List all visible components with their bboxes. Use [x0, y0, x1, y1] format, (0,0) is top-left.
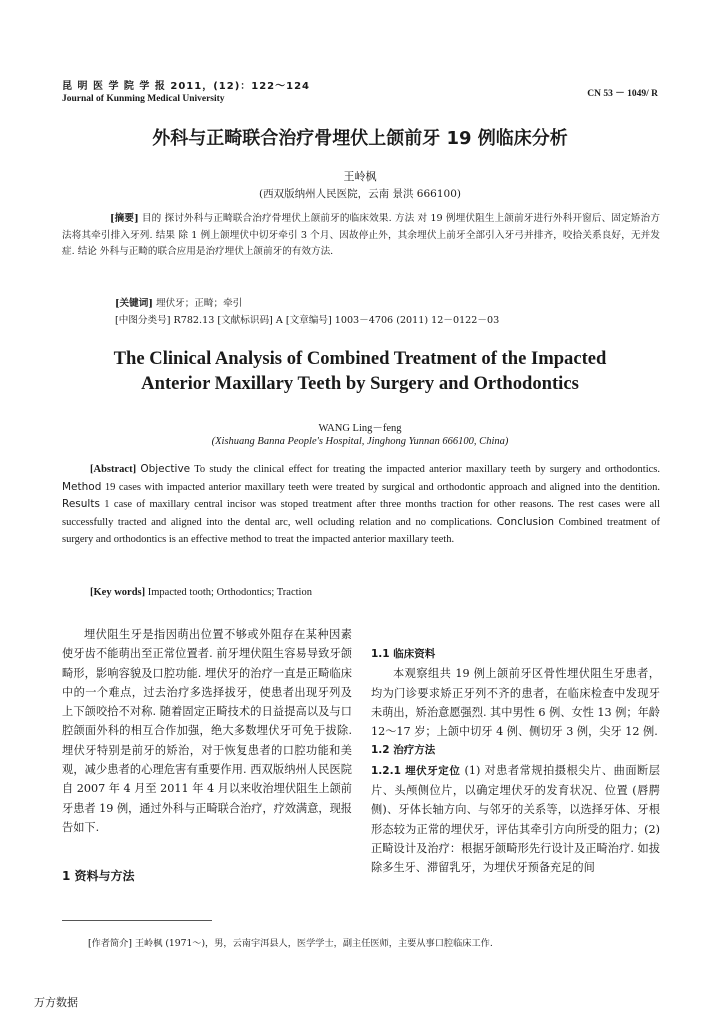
abstract-cn-label: [摘要] — [110, 213, 139, 224]
article-title-en-line1: The Clinical Analysis of Combined Treatment of the Impacted — [113, 348, 607, 369]
method-text: 19 cases with impacted anterior maxillary teeth were treated by surgical and orthodontic approach and aligned into the dentition. — [104, 481, 660, 493]
wanfang-watermark: 万方数据 — [34, 996, 78, 1009]
section-heading-materials-methods: 1 资料与方法 — [62, 869, 135, 883]
results-text: 1 case of maxillary central incisor was stoped treatment after three months traction for other reasons. The rest cases were all successfully tracted and aligned into the dental arc, well ocluding relation and no complications. — [62, 499, 661, 528]
keywords-en-label: [Key words] — [90, 587, 146, 598]
article-title-en — [0, 346, 720, 396]
paragraph-1-2-1 — [371, 761, 660, 878]
article-title-cn: 外科与正畸联合治疗骨埋伏上颌前牙 19 例临床分析 — [152, 128, 568, 149]
heading-1-2: 1.2 治疗方法 — [371, 744, 436, 757]
keywords-cn-text: 埋伏牙；正畸；牵引 — [155, 298, 243, 309]
journal-name-en: Journal of Kunming Medical University — [62, 94, 225, 104]
classification-cn: [中图分类号] R782.13 [文献标识码] A [文章编号] 1003－4706 (2011) 12－0122－03 — [115, 315, 500, 326]
right-column — [371, 645, 660, 878]
objective-label: Objective — [140, 463, 191, 475]
article-title-en-line2: Anterior Maxillary Teeth by Surgery and Orthodontics — [141, 373, 579, 394]
affiliation-en: (Xishuang Banna People's Hospital, Jinghong Yunnan 666100, China) — [211, 436, 509, 447]
journal-name-cn: 昆 明 医 学 院 学 报 2011，(12)：122～124 — [62, 81, 311, 92]
results-label: Results — [62, 498, 100, 511]
keywords-en-text: Impacted tooth; Orthodontics; Traction — [147, 587, 312, 598]
intro-paragraph: 埋伏阻生牙是指因萌出位置不够或外阻存在某种因素使牙齿不能萌出至正常位置者. 前牙埋伏阻生容易导致牙颌畸形，影响容貌及口腔功能. 埋伏牙的治疗一直是正畸临床中的一个难点，过去治疗多选择拔牙，使患者出现牙列及上下颌咬拾不对称. 随着固定正畸技术的日益提高以及与口腔颌面外科的相互合作加强，绝大多数埋伏牙可免于拔除. 埋伏牙特别是前牙的矫治，对于恢复患者的口腔功能和美观，减少患者的心理危害有重要作用. 西双版纳州人民医院自 2007 年 4 月至 2011 年 4 月以来收治埋伏阻生上颌前牙患者 19 例，通过外科与正畸联合治疗，疗效满意，现报告如下. — [62, 628, 352, 834]
abstract-cn — [62, 211, 660, 261]
keywords-cn-label: [关键词] — [115, 298, 153, 309]
heading-1-2-1: 1.2.1 埋伏牙定位 — [371, 764, 461, 777]
footnote-divider — [62, 920, 212, 921]
author-footnote: [作者简介] 王岭枫 (1971～)，男，云南宇洱县人，医学学士，副主任医师，主要从事口腔临床工作. — [88, 938, 493, 949]
keywords-en — [90, 587, 312, 598]
paragraph-1-1: 本观察组共 19 例上颌前牙区骨性埋伏阻生牙患者，均为门诊要求矫正牙列不齐的患者，在临床检查中发现牙未萌出，矫治意愿强烈. 其中男性 6 例、女性 13 例；年龄 12～17 岁；上颌中切牙 4 例、侧切牙 3 例，尖牙 12 例. — [371, 667, 660, 739]
keywords-cn — [115, 295, 242, 309]
conclusion-text: Combined treatment of surgery and orthodontics is an effective method to treat the impacted anterior maxillary teeth. — [62, 516, 660, 546]
conclusion-label: Conclusion — [496, 515, 555, 528]
affiliation-cn: (西双版纳州人民医院，云南 景洪 666100) — [259, 188, 461, 200]
paragraph-1-2-1-text: (1) 对患者常规拍摄根尖片、曲面断层片、头颅侧位片，以确定埋伏牙的发育状况、位置 (唇腭侧)、牙体长轴方向、与邻牙的关系等，以选择牙体、牙根形态较为正常的埋伏牙，评估其牵引方向所受的阻力；(2) 正畸设计及治疗：根据牙颌畸形先行设计及正畸治疗. 如拔除多生牙、滞留乳牙，为埋伏牙预备充足的间 — [371, 763, 660, 875]
abstract-cn-text: 目的 探讨外科与正畸联合治疗骨埋伏上颌前牙的临床效果. 方法 对 19 例埋伏阻生上颌前牙进行外科开窗后、固定矫治方法将其牵引排入牙列. 结果 除 1 例上颌埋伏中切牙牵引 3 个月、因故停止外，其余埋伏上前牙全部引入牙弓并排齐，咬拾关系良好，无并发症. 结论 外科与正畸的联合应用是治疗埋伏上颌前牙的有效方法. — [62, 213, 660, 258]
abstract-en — [62, 461, 660, 549]
heading-1-1: 1.1 临床资料 — [371, 648, 436, 660]
cn-serial-number: CN 53 － 1049/ R — [587, 89, 658, 99]
author-cn: 王岭枫 — [343, 170, 377, 183]
abstract-en-label: [Abstract] — [90, 464, 137, 475]
objective-text: To study the clinical effect for treating the impacted anterior maxillary teeth by surgery and orthodontics. — [194, 464, 661, 475]
author-en: WANG Ling－feng — [318, 423, 402, 434]
method-label: Method — [62, 480, 102, 493]
